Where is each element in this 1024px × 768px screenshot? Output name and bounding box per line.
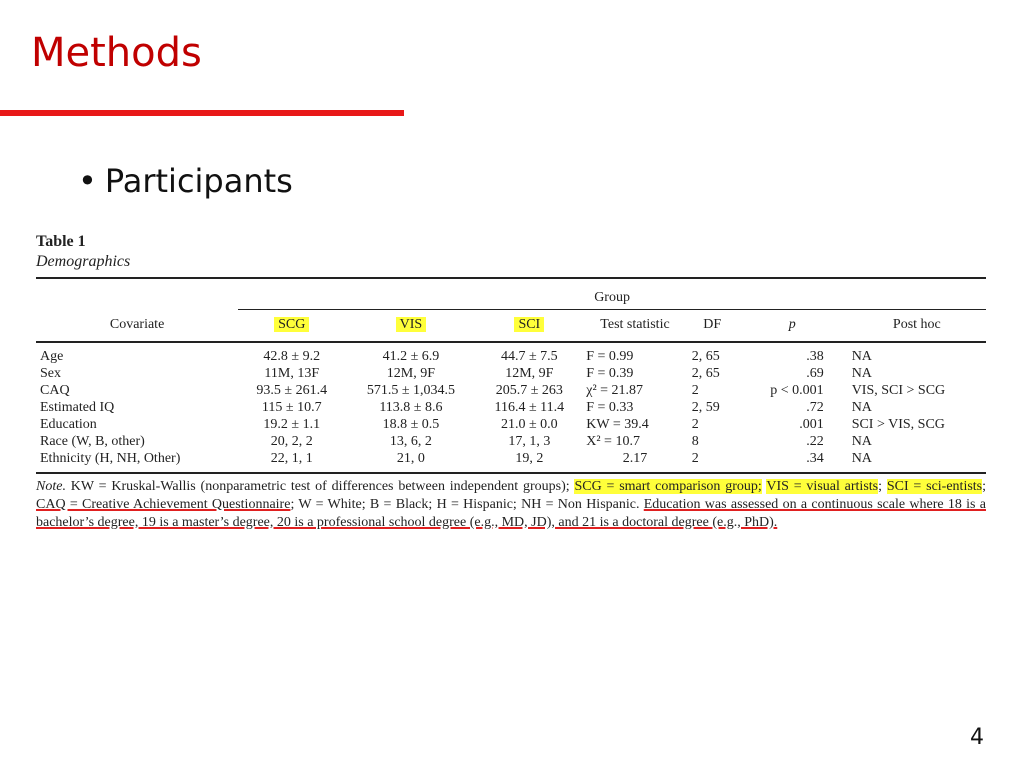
cell-covariate: Age [40,349,64,364]
note-sci-definition: SCI = sci-entists [886,479,983,494]
cell-p: .34 [737,450,848,473]
cell-sci: 44.7 ± 7.5 [501,349,558,364]
cell-sci: 116.4 ± 11.4 [494,400,565,415]
col-header-scg: SCG [238,310,345,343]
col-header-vis: VIS [345,310,476,343]
table-note: Note. KW = Kruskal-Wallis (nonparametric test of differences between independent groups); SCG = smart comparison group; VIS = visual artists; SCI = sci-entists; CAQ = Creative Achievement Questionnaire; W = White; B = Black; H = Hispanic; NH = Non Hispanic. Education was assessed on a continuous scale where 18 is a bachelor’s degree, 19 is a master’s degree, 20 is a professional school degree (e.g., MD, JD), and 21 is a doctoral degree (e.g., PhD). [36,479,987,530]
bullet-text: Participants [104,162,293,200]
cell-sci: 205.7 ± 263 [495,383,563,398]
group-header: Group [238,279,986,310]
cell-p: p < 0.001 [770,383,824,398]
cell-p: .38 [806,349,824,364]
cell-test-statistic: F = 0.39 [586,366,634,381]
cell-scg: 42.8 ± 9.2 [263,349,321,364]
note-vis-definition: VIS = visual artists [766,479,879,494]
page-number: 4 [970,725,984,750]
title-underline [0,110,404,116]
cell-covariate: Estimated IQ [40,400,115,415]
col-header-post-hoc: Post hoc [848,310,986,343]
cell-scg: 19.2 ± 1.1 [263,417,321,432]
table-header-row [36,310,986,343]
cell-test-statistic: F = 0.99 [586,349,634,364]
table-subtitle: Demographics [36,253,131,270]
cell-post-hoc: NA [848,450,986,473]
cell-sci: 19, 2 [476,450,582,473]
note-label: Note. [36,479,66,494]
cell-df: 8 [691,434,699,449]
cell-p: .22 [806,434,824,449]
col-header-p: p [737,310,848,343]
table-row [36,342,986,365]
cell-sci: 17, 1, 3 [508,434,551,449]
cell-test-statistic: KW = 39.4 [586,417,649,432]
cell-covariate: Ethnicity (H, NH, Other) [36,450,238,473]
col-header-test-statistic: Test statistic [582,310,687,343]
cell-df: 2 [691,417,699,432]
cell-vis: 12M, 9F [386,366,436,381]
note-education-scale: Education was assessed on a continuous scale where 18 is a bachelor’s degree, 19 is a master’s degree, 20 is a professional school degree (e.g., MD, JD), and 21 is a doctoral degree (e.g., PhD). [36,497,986,530]
cell-vis: 13, 6, 2 [389,434,432,449]
cell-df: 2 [688,450,737,473]
cell-scg: 22, 1, 1 [238,450,345,473]
cell-scg: 93.5 ± 261.4 [256,383,328,398]
cell-p: .001 [799,417,824,432]
cell-vis: 18.8 ± 0.5 [382,417,440,432]
cell-post-hoc: NA [851,434,872,449]
cell-scg: 20, 2, 2 [270,434,313,449]
cell-post-hoc: VIS, SCI > SCG [851,383,946,398]
cell-post-hoc: NA [851,366,872,381]
cell-sci: 12M, 9F [505,366,554,381]
cell-vis: 113.8 ± 8.6 [379,400,443,415]
cell-scg: 115 ± 10.7 [261,400,322,415]
demographics-table [36,277,986,474]
cell-df: 2 [691,383,699,398]
table-row [36,450,986,473]
cell-test-statistic: χ² = 21.87 [586,383,644,398]
slide-title: Methods [31,30,202,76]
cell-test-statistic: X² = 10.7 [586,434,640,449]
cell-test-statistic: 2.17 [582,450,687,473]
col-header-df: DF [688,310,737,343]
col-header-covariate: Covariate [36,310,238,343]
table-row [36,399,986,416]
note-caq-definition: CAQ = Creative Achievement Questionnaire [36,497,291,512]
note-scg-definition: SCG = smart comparison group; [574,479,762,494]
cell-test-statistic: F = 0.33 [586,400,634,415]
cell-df: 2, 59 [691,400,720,415]
cell-post-hoc: NA [851,400,872,415]
cell-covariate: Sex [40,366,61,381]
cell-p: .69 [806,366,824,381]
table-caption [36,233,130,271]
table-row [36,433,986,450]
cell-df: 2, 65 [691,349,720,364]
cell-covariate: Race (W, B, other) [40,434,145,449]
col-header-sci: SCI [476,310,582,343]
table-number: Table 1 [36,233,86,250]
bullet-dot-icon: • [78,162,97,200]
cell-p: .72 [806,400,824,415]
cell-post-hoc: SCI > VIS, SCG [851,417,945,432]
bullet-item [78,162,293,200]
cell-df: 2, 65 [691,366,720,381]
cell-post-hoc: NA [851,349,872,364]
table-row [36,416,986,433]
table-row [36,365,986,382]
cell-scg: 11M, 13F [264,366,320,381]
cell-covariate: CAQ [40,383,70,398]
cell-vis: 21, 0 [345,450,476,473]
cell-vis: 41.2 ± 6.9 [382,349,440,364]
table-row [36,382,986,399]
note-text-abbrev: ; W = White; B = Black; H = Hispanic; NH = Non Hispanic. [290,497,644,512]
cell-covariate: Education [40,417,97,432]
cell-vis: 571.5 ± 1,034.5 [366,383,455,398]
note-text: KW = Kruskal-Wallis (nonparametric test of differences between independent groups); [65,479,575,494]
cell-sci: 21.0 ± 0.0 [501,417,558,432]
